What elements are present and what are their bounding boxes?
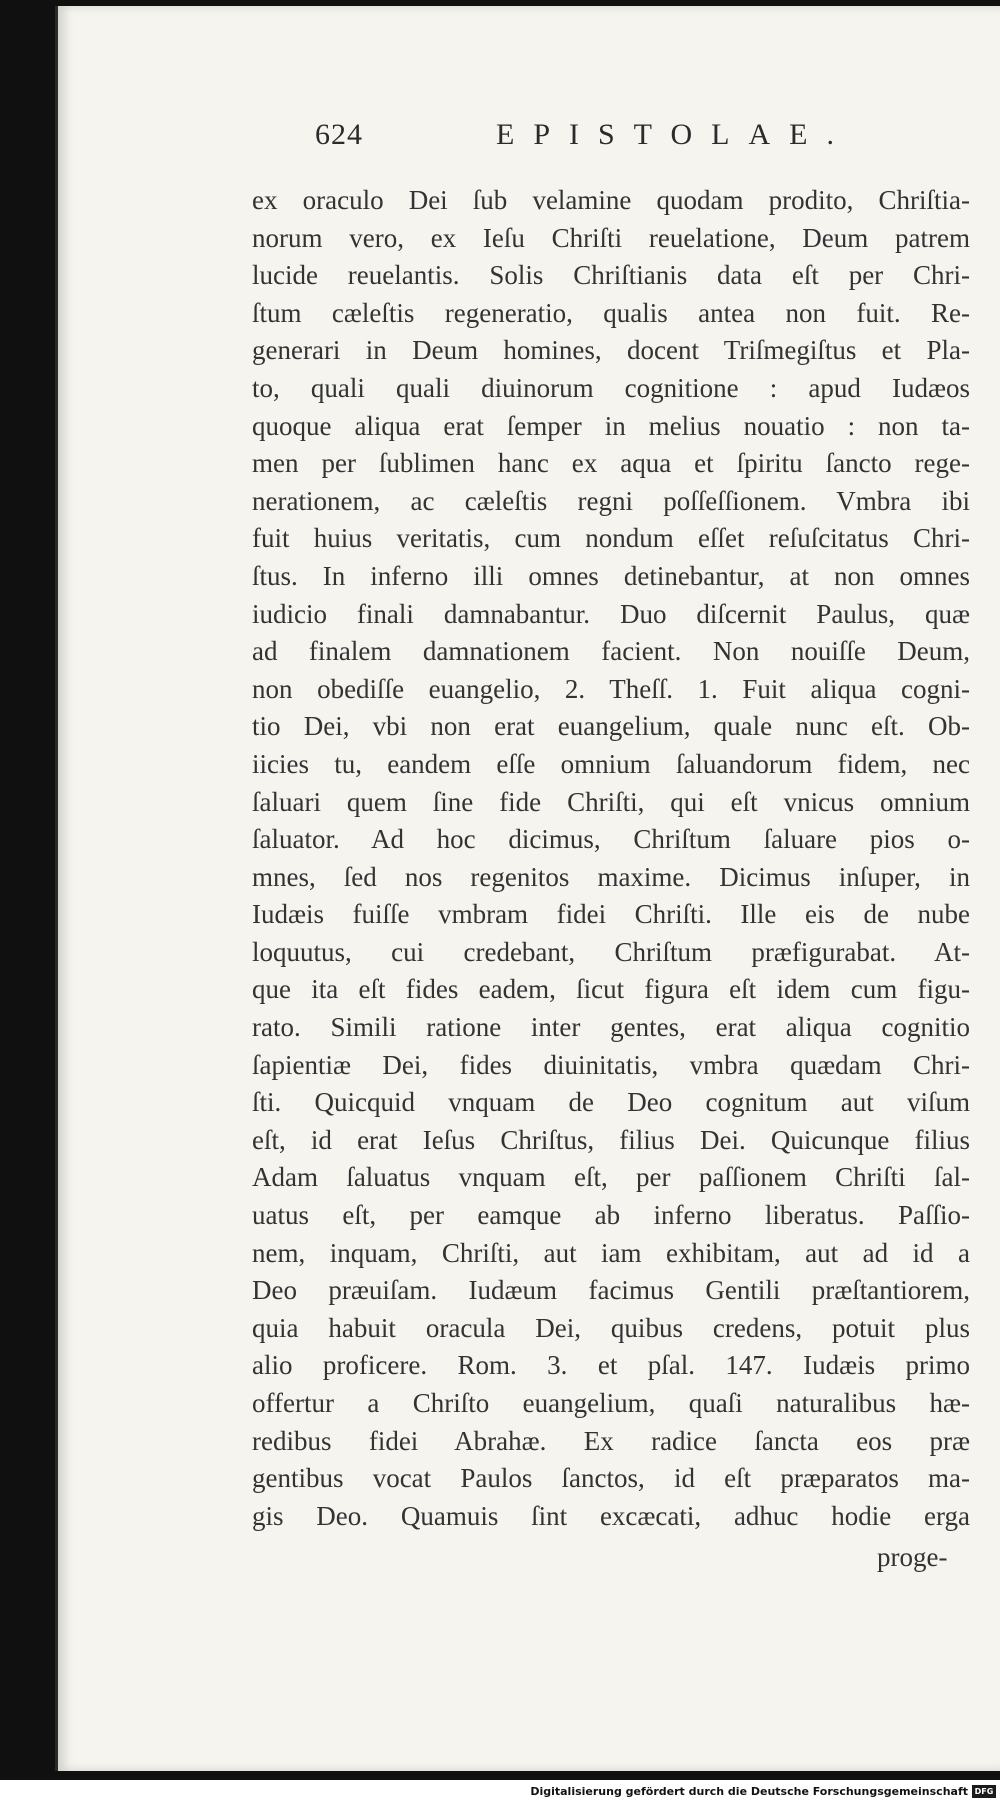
text-line: Iudæis fuiſſe vmbram fidei Chriſti. Ille eis de nube bbox=[252, 899, 970, 930]
text-line: uatus eſt, per eamque ab inferno liberatus. Paſſio- bbox=[252, 1200, 970, 1231]
text-line: alio proficere. Rom. 3. et pſal. 147. Iudæis primo bbox=[252, 1350, 970, 1381]
catchword: proge- bbox=[877, 1542, 948, 1572]
funding-notice: Digitalisierung gefördert durch die Deutsche Forschungsgemeinschaft bbox=[530, 1785, 968, 1798]
text-line: ex oraculo Dei ſub velamine quodam prodito, Chriſtia- bbox=[252, 185, 970, 215]
text-line: ſaluari quem ſine fide Chriſti, qui eſt vnicus omnium bbox=[252, 786, 970, 817]
page-number: 624 bbox=[315, 118, 363, 151]
text-line: eſt, id erat Ieſus Chriſtus, filius Dei. Quicunque filius bbox=[252, 1124, 970, 1155]
text-line: loquutus, cui credebant, Chriſtum præfigurabat. At- bbox=[252, 936, 970, 967]
text-line: ad finalem damnationem facient. Non nouiſſe Deum, bbox=[252, 636, 970, 667]
page-header bbox=[258, 118, 958, 168]
text-line: iicies tu, eandem eſſe omnium ſaluandorum fidem, nec bbox=[252, 748, 970, 779]
text-line: nem, inquam, Chriſti, aut iam exhibitam, aut ad id a bbox=[252, 1237, 970, 1268]
text-line: offertur a Chriſto euangelium, quaſi naturalibus hæ- bbox=[252, 1388, 970, 1418]
text-line: to, quali quali diuinorum cognitione : apud Iudæos bbox=[252, 372, 970, 403]
text-line: men per ſublimen hanc ex aqua et ſpiritu ſancto rege- bbox=[252, 448, 970, 479]
text-line: mnes, ſed nos regenitos maxime. Dicimus inſuper, in bbox=[252, 861, 970, 892]
text-line: non obediſſe euangelio, 2. Theſſ. 1. Fuit aliqua cogni- bbox=[252, 673, 970, 704]
text-line: redibus fidei Abrahæ. Ex radice ſancta eos præ bbox=[252, 1425, 970, 1456]
text-line: quoque aliqua erat ſemper in melius nouatio : non ta- bbox=[252, 410, 970, 441]
running-title: EPISTOLAE. bbox=[496, 118, 853, 151]
text-line: generari in Deum homines, docent Triſmegiſtus et Pla- bbox=[252, 335, 970, 366]
text-line: Deo præuiſam. Iudæum facimus Gentili præſtantiorem, bbox=[252, 1275, 970, 1306]
body-text bbox=[252, 182, 970, 1535]
text-line: fuit huius veritatis, cum nondum eſſet reſuſcitatus Chri- bbox=[252, 523, 970, 554]
text-line: tio Dei, vbi non erat euangelium, quale nunc eſt. Ob- bbox=[252, 711, 970, 742]
dfg-logo: DFG bbox=[972, 1785, 996, 1798]
text-line: nerationem, ac cæleſtis regni poſſeſſionem. Vmbra ibi bbox=[252, 485, 970, 516]
text-line: iudicio finali damnabantur. Duo diſcernit Paulus, quæ bbox=[252, 598, 970, 629]
text-line: ſtus. In inferno illi omnes detinebantur, at non omnes bbox=[252, 560, 970, 591]
text-line: ſapientiæ Dei, fides diuinitatis, vmbra quædam Chri- bbox=[252, 1049, 970, 1080]
text-line: norum vero, ex Ieſu Chriſti reuelatione, Deum patrem bbox=[252, 222, 970, 253]
text-line: ſti. Quicquid vnquam de Deo cognitum aut viſum bbox=[252, 1087, 970, 1118]
text-line: rato. Simili ratione inter gentes, erat aliqua cognitio bbox=[252, 1012, 970, 1043]
text-line: ſtum cæleſtis regeneratio, qualis antea non fuit. Re- bbox=[252, 297, 970, 328]
footer-bar bbox=[0, 1782, 1000, 1803]
text-line: lucide reuelantis. Solis Chriſtianis data eſt per Chri- bbox=[252, 260, 970, 291]
text-line: ſaluator. Ad hoc dicimus, Chriſtum ſaluare pios o- bbox=[252, 824, 970, 855]
text-line: que ita eſt fides eadem, ſicut figura eſt idem cum figu- bbox=[252, 974, 970, 1005]
text-line: quia habuit oracula Dei, quibus credens, potuit plus bbox=[252, 1312, 970, 1343]
text-line: Adam ſaluatus vnquam eſt, per paſſionem Chriſti ſal- bbox=[252, 1162, 970, 1193]
text-line: gis Deo. Quamuis ſint excæcati, adhuc hodie erga bbox=[252, 1500, 970, 1531]
text-line: gentibus vocat Paulos ſanctos, id eſt præparatos ma- bbox=[252, 1463, 970, 1494]
